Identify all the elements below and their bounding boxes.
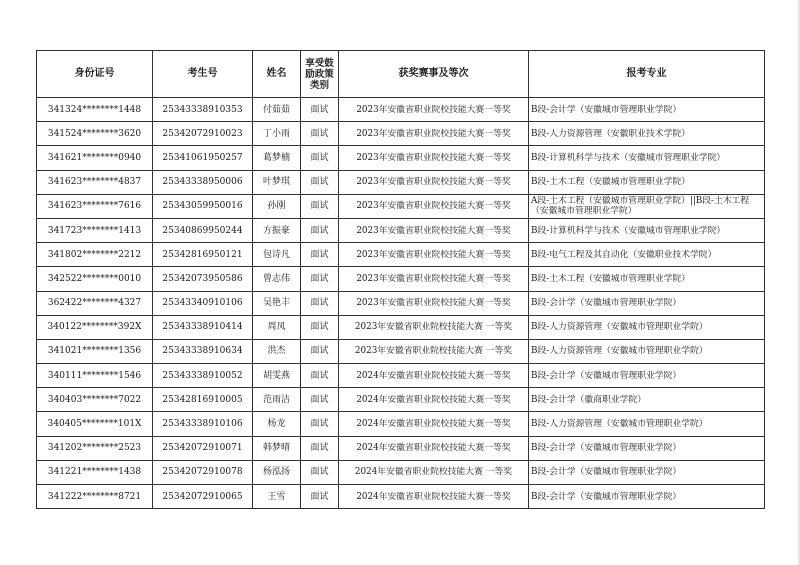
cell-major: B段-会计学（安徽城市管理职业学院） bbox=[529, 460, 765, 484]
header-name: 姓名 bbox=[253, 51, 301, 98]
table-row bbox=[37, 460, 765, 484]
cell-name: 杨龙 bbox=[253, 412, 301, 436]
header-id-number: 身份证号 bbox=[37, 51, 153, 98]
cell-name: 方振豪 bbox=[253, 218, 301, 242]
cell-major: B段-会计学（安徽城市管理职业学院） bbox=[529, 291, 765, 315]
cell-name: 洪杰 bbox=[253, 339, 301, 363]
cell-exam-number: 25343338910414 bbox=[153, 315, 253, 339]
cell-major: B段-人力资源管理（安徽职业技术学院） bbox=[529, 122, 765, 146]
cell-policy-category: 面试 bbox=[301, 122, 339, 146]
table-row bbox=[37, 267, 765, 291]
cell-id-number: 341621********0940 bbox=[37, 146, 153, 170]
cell-id-number: 341222********8721 bbox=[37, 485, 153, 509]
cell-major: B段-土木工程（安徽城市管理职业学院） bbox=[529, 267, 765, 291]
cell-name: 韩梦晴 bbox=[253, 436, 301, 460]
cell-exam-number: 25343338950006 bbox=[153, 170, 253, 194]
cell-award: 2023年安徽省职业院校技能大赛一等奖 bbox=[339, 194, 529, 218]
cell-id-number: 341524********3620 bbox=[37, 122, 153, 146]
cell-exam-number: 25342072910078 bbox=[153, 460, 253, 484]
cell-award: 2023年安徽省职业院校技能大赛一等奖 bbox=[339, 218, 529, 242]
cell-name: 曾志伟 bbox=[253, 267, 301, 291]
cell-award: 2023年安徽省职业院校技能大赛一等奖 bbox=[339, 98, 529, 122]
cell-name: 周凤 bbox=[253, 315, 301, 339]
cell-exam-number: 25343338910052 bbox=[153, 364, 253, 388]
cell-name: 葛梦楠 bbox=[253, 146, 301, 170]
cell-name: 丁小雨 bbox=[253, 122, 301, 146]
cell-exam-number: 25343059950016 bbox=[153, 194, 253, 218]
cell-exam-number: 25343338910634 bbox=[153, 339, 253, 363]
cell-award: 2023年安徽省职业院校技能大赛一等奖 bbox=[339, 146, 529, 170]
cell-award: 2024年安徽省职业院校技能大赛一等奖 bbox=[339, 436, 529, 460]
cell-id-number: 341802********2212 bbox=[37, 243, 153, 267]
table-row bbox=[37, 146, 765, 170]
cell-id-number: 341221********1438 bbox=[37, 460, 153, 484]
award-list-sheet bbox=[36, 50, 764, 509]
cell-name: 付茹茹 bbox=[253, 98, 301, 122]
cell-exam-number: 25342816950121 bbox=[153, 243, 253, 267]
cell-id-number: 341623********7616 bbox=[37, 194, 153, 218]
cell-exam-number: 25342072910065 bbox=[153, 485, 253, 509]
table-row bbox=[37, 194, 765, 218]
cell-award: 2023年安徽省职业院校技能大赛一等奖 bbox=[339, 170, 529, 194]
cell-name: 杨泓扬 bbox=[253, 460, 301, 484]
cell-policy-category: 面试 bbox=[301, 315, 339, 339]
table-row bbox=[37, 98, 765, 122]
cell-award: 2024年安徽省职业院校技能大赛 一等奖 bbox=[339, 460, 529, 484]
cell-name: 孙刚 bbox=[253, 194, 301, 218]
cell-major: B段-电气工程及其自动化（安徽职业技术学院） bbox=[529, 243, 765, 267]
cell-policy-category: 面试 bbox=[301, 291, 339, 315]
table-row bbox=[37, 412, 765, 436]
cell-policy-category: 面试 bbox=[301, 364, 339, 388]
cell-policy-category: 面试 bbox=[301, 98, 339, 122]
cell-name: 范雨洁 bbox=[253, 388, 301, 412]
cell-award: 2023年安徽省职业院校技能大赛 一等奖 bbox=[339, 315, 529, 339]
cell-policy-category: 面试 bbox=[301, 436, 339, 460]
cell-major: B段-会计学（徽商职业学院） bbox=[529, 388, 765, 412]
header-policy-category: 享受鼓励政策类别 bbox=[301, 51, 339, 98]
cell-name: 胡雯燕 bbox=[253, 364, 301, 388]
table-row bbox=[37, 364, 765, 388]
cell-policy-category: 面试 bbox=[301, 388, 339, 412]
cell-id-number: 362422********4327 bbox=[37, 291, 153, 315]
table-row bbox=[37, 243, 765, 267]
cell-policy-category: 面试 bbox=[301, 267, 339, 291]
cell-id-number: 340111********1546 bbox=[37, 364, 153, 388]
table-row bbox=[37, 339, 765, 363]
cell-exam-number: 25343338910106 bbox=[153, 412, 253, 436]
cell-major: B段-会计学（安徽城市管理职业学院） bbox=[529, 364, 765, 388]
cell-major: B段-人力资源管理（安徽城市管理职业学院） bbox=[529, 339, 765, 363]
cell-id-number: 340122********392X bbox=[37, 315, 153, 339]
header-major: 报考专业 bbox=[529, 51, 765, 98]
cell-major: A段-土木工程（安徽城市管理职业学院）||B段-土木工程（安徽城市管理职业学院） bbox=[529, 194, 765, 218]
cell-major: B段-土木工程（安徽城市管理职业学院） bbox=[529, 170, 765, 194]
cell-award: 2024年安徽省职业院校技能大赛一等奖 bbox=[339, 412, 529, 436]
cell-id-number: 342522********0010 bbox=[37, 267, 153, 291]
cell-major: B段-人力资源管理（安徽城市管理职业学院） bbox=[529, 412, 765, 436]
cell-major: B段-会计学（安徽城市管理职业学院） bbox=[529, 485, 765, 509]
cell-policy-category: 面试 bbox=[301, 460, 339, 484]
cell-policy-category: 面试 bbox=[301, 485, 339, 509]
cell-policy-category: 面试 bbox=[301, 194, 339, 218]
cell-major: B段-人力资源管理（安徽城市管理职业学院） bbox=[529, 315, 765, 339]
table-body bbox=[37, 98, 765, 509]
header-exam-number: 考生号 bbox=[153, 51, 253, 98]
cell-id-number: 341021********1356 bbox=[37, 339, 153, 363]
cell-exam-number: 25343340910106 bbox=[153, 291, 253, 315]
cell-name: 王雪 bbox=[253, 485, 301, 509]
cell-exam-number: 25342816910005 bbox=[153, 388, 253, 412]
table-row bbox=[37, 436, 765, 460]
table-row bbox=[37, 291, 765, 315]
table-row bbox=[37, 315, 765, 339]
cell-award: 2023年安徽省职业院校技能大赛一等奖 bbox=[339, 291, 529, 315]
cell-award: 2024年安徽省职业院校技能大赛一等奖 bbox=[339, 388, 529, 412]
cell-id-number: 340403********7022 bbox=[37, 388, 153, 412]
cell-exam-number: 25341061950257 bbox=[153, 146, 253, 170]
cell-exam-number: 25343338910353 bbox=[153, 98, 253, 122]
cell-policy-category: 面试 bbox=[301, 218, 339, 242]
cell-major: B段-会计学（安徽城市管理职业学院） bbox=[529, 98, 765, 122]
cell-major: B段-计算机科学与技术（安徽城市管理职业学院） bbox=[529, 218, 765, 242]
cell-policy-category: 面试 bbox=[301, 146, 339, 170]
award-students-table bbox=[36, 50, 765, 509]
cell-id-number: 341202********2523 bbox=[37, 436, 153, 460]
cell-award: 2023年安徽省职业院校技能大赛一等奖 bbox=[339, 243, 529, 267]
cell-name: 吴艳丰 bbox=[253, 291, 301, 315]
cell-policy-category: 面试 bbox=[301, 243, 339, 267]
cell-award: 2024年安徽省职业院校技能大赛一等奖 bbox=[339, 485, 529, 509]
cell-name: 叶梦琪 bbox=[253, 170, 301, 194]
cell-id-number: 341623********4837 bbox=[37, 170, 153, 194]
cell-award: 2023年安徽省职业院校技能大赛一等奖 bbox=[339, 122, 529, 146]
table-row bbox=[37, 388, 765, 412]
cell-exam-number: 25340869950244 bbox=[153, 218, 253, 242]
cell-major: B段-计算机科学与技术（安徽城市管理职业学院） bbox=[529, 146, 765, 170]
cell-policy-category: 面试 bbox=[301, 339, 339, 363]
table-row bbox=[37, 485, 765, 509]
cell-policy-category: 面试 bbox=[301, 412, 339, 436]
table-header-row bbox=[37, 51, 765, 98]
cell-award: 2024年安徽省职业院校技能大赛一等奖 bbox=[339, 364, 529, 388]
cell-exam-number: 25342072910071 bbox=[153, 436, 253, 460]
cell-id-number: 340405********101X bbox=[37, 412, 153, 436]
cell-award: 2023年安徽省职业院校技能大赛 一等奖 bbox=[339, 339, 529, 363]
cell-policy-category: 面试 bbox=[301, 170, 339, 194]
table-row bbox=[37, 122, 765, 146]
cell-exam-number: 25342072910023 bbox=[153, 122, 253, 146]
table-row bbox=[37, 218, 765, 242]
table-row bbox=[37, 170, 765, 194]
cell-major: B段-会计学（安徽城市管理职业学院） bbox=[529, 436, 765, 460]
cell-exam-number: 25342073950586 bbox=[153, 267, 253, 291]
header-award: 获奖赛事及等次 bbox=[339, 51, 529, 98]
cell-id-number: 341723********1413 bbox=[37, 218, 153, 242]
cell-id-number: 341324********1448 bbox=[37, 98, 153, 122]
cell-name: 包诗凡 bbox=[253, 243, 301, 267]
cell-award: 2023年安徽省职业院校技能大赛一等奖 bbox=[339, 267, 529, 291]
